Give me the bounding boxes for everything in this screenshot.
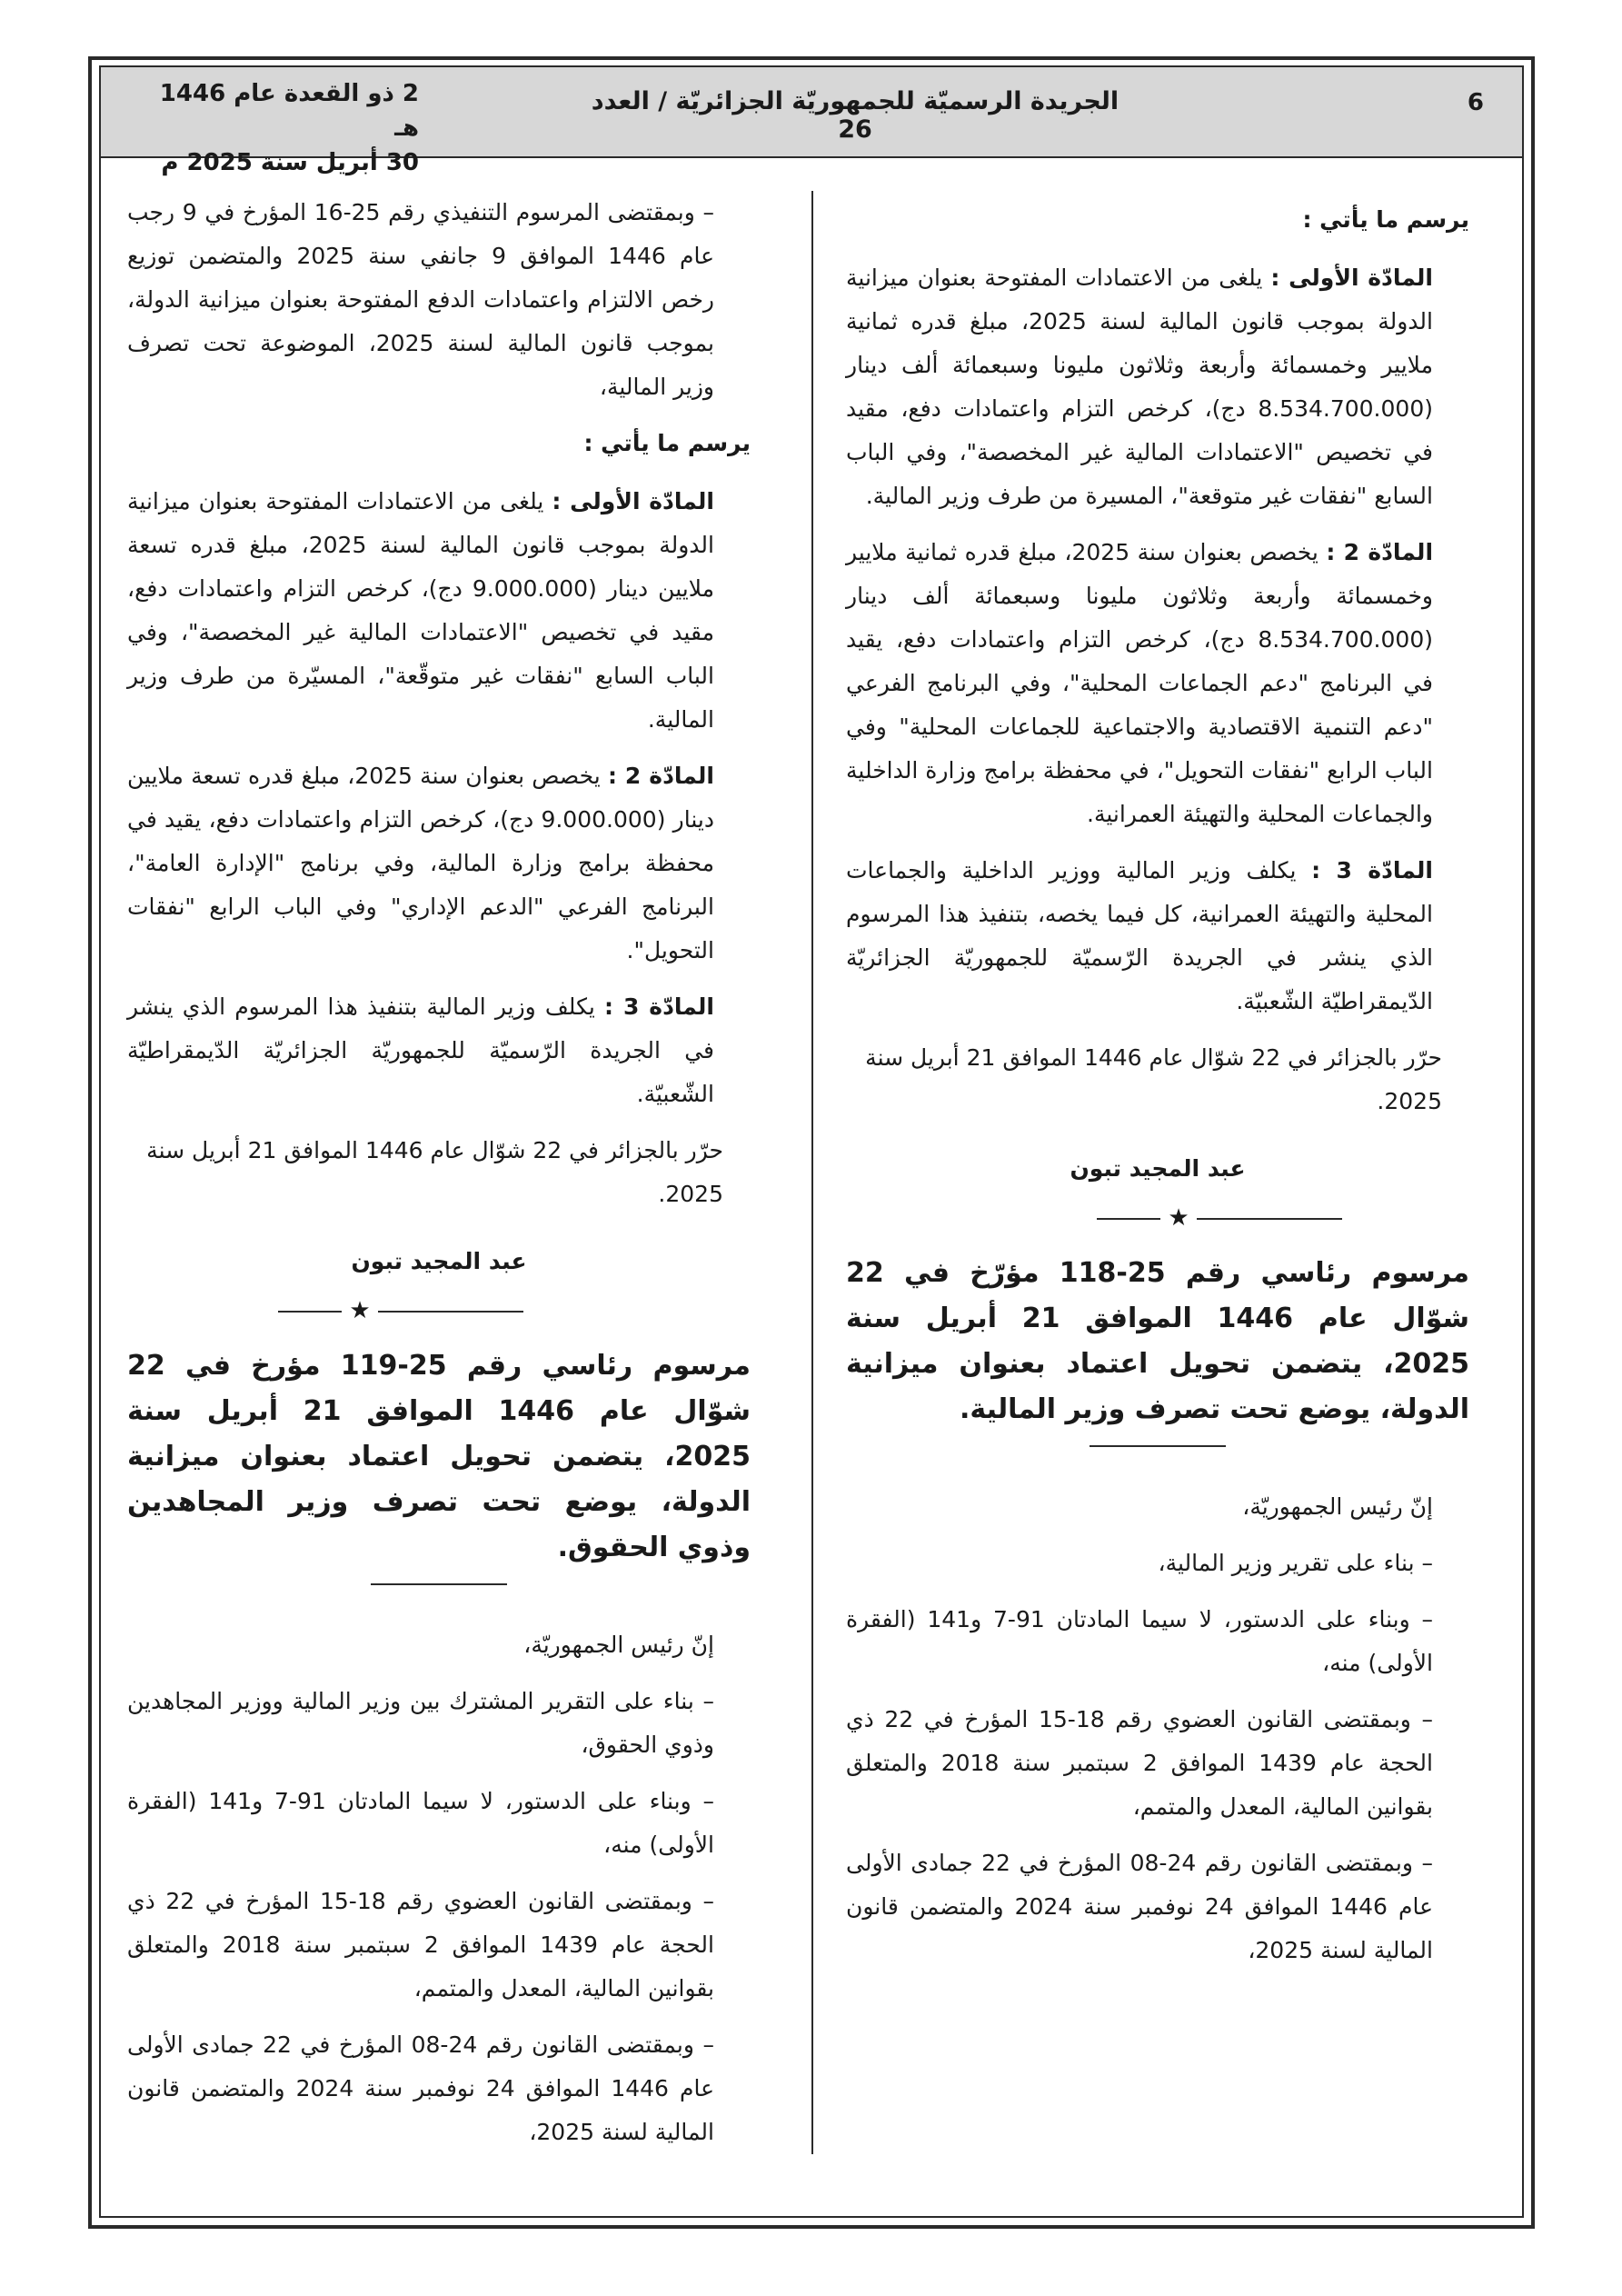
signed-line: حرّر بالجزائر في 22 شوّال عام 1446 الموافق 21 أبريل سنة 2025. bbox=[865, 1044, 1442, 1114]
preamble-item: – وبمقتضى القانون رقم 24-08 المؤرخ في 22 جمادى الأولى عام 1446 الموافق 24 نوفمبر سنة 2024 والمتضمن قانون المالية لسنة 2025، bbox=[127, 2031, 714, 2145]
article-label: المادّة الأولى : bbox=[1270, 265, 1433, 291]
article-text: يلغى من الاعتمادات المفتوحة بعنوان ميزانية الدولة بموجب قانون المالية لسنة 2025، مبلغ قدره تسعة ملايين دينار (9.000.000 دج)، كرخص التزام واعتمادات دفع، مقيد في تخصيص "الاعتمادات المالية غير المخصصة"، وفي الباب السابع "نفقات غير متوقّعة"، المسيّرة من طرف وزير المالية. bbox=[127, 488, 715, 733]
article-label: المادّة 3 : bbox=[1311, 857, 1433, 883]
title-rule bbox=[1090, 1445, 1226, 1447]
decree-title: مرسوم رئاسي رقم 25-118 مؤرّخ في 22 شوّال عام 1446 الموافق 21 أبريل سنة 2025، يتضمن تحويل اعتماد بعنوان ميزانية الدولة، يوضع تحت تصرف وزير المالية. bbox=[846, 1257, 1469, 1425]
signature: عبد المجيد تبون bbox=[1070, 1155, 1246, 1182]
right-column bbox=[846, 191, 1469, 1985]
signature: عبد المجيد تبون bbox=[351, 1248, 527, 1274]
star-icon: ★ bbox=[349, 1297, 371, 1324]
article-3 bbox=[127, 985, 751, 1116]
article-label: المادّة 2 : bbox=[607, 763, 715, 789]
preamble-item: – وبناء على الدستور، لا سيما المادتان 91-7 و141 (الفقرة الأولى) منه، bbox=[127, 1788, 714, 1858]
gregorian-date: 30 أبريل سنة 2025 م bbox=[161, 149, 419, 176]
preamble-item: – بناء على التقرير المشترك بين وزير المالية ووزير المجاهدين وذوي الحقوق، bbox=[127, 1688, 714, 1758]
page-number: 6 bbox=[1467, 89, 1484, 116]
decree-title: مرسوم رئاسي رقم 25-119 مؤرخ في 22 شوّال عام 1446 الموافق 21 أبريل سنة 2025، يتضمن تحويل اعتماد بعنوان ميزانية الدولة، يوضع تحت تصرف وزير المجاهدين وذوي الحقوق. bbox=[127, 1350, 751, 1563]
article-text: يلغى من الاعتمادات المفتوحة بعنوان ميزانية الدولة بموجب قانون المالية لسنة 2025، مبلغ قدره ثمانية ملايير وخمسمائة وأربعة وثلاثون مليونا وسبعمائة ألف دينار (8.534.700.000 دج)، كرخص التزام واعتمادات دفع، مقيد في تخصيص "الاعتمادات المالية غير المخصصة"، وفي الباب السابع "نفقات غير متوقعة"، المسيرة من طرف وزير المالية. bbox=[846, 265, 1433, 509]
article-1 bbox=[127, 480, 751, 742]
star-icon: ★ bbox=[1168, 1204, 1189, 1232]
article-text: يكلف وزير المالية ووزير الداخلية والجماعات المحلية والتهيئة العمرانية، كل فيما يخصه، بتنفيذ هذا المرسوم الذي ينشر في الجريدة الرّسميّة للجمهوريّة الجزائريّة الدّيمقراطيّة الشّعبيّة. bbox=[846, 857, 1433, 1014]
column-divider bbox=[811, 191, 813, 2154]
signed-line: حرّر بالجزائر في 22 شوّال عام 1446 الموافق 21 أبريل سنة 2025. bbox=[146, 1137, 723, 1207]
article-2 bbox=[846, 531, 1469, 836]
issue-date bbox=[128, 76, 419, 180]
gazette-title: الجريدة الرسميّة للجمهوريّة الجزائريّة / العدد 26 bbox=[591, 87, 1119, 144]
preamble-item: – بناء على تقرير وزير المالية، bbox=[1158, 1550, 1433, 1576]
article-2 bbox=[127, 754, 751, 973]
article-3 bbox=[846, 849, 1469, 1023]
preamble-president: إنّ رئيس الجمهوريّة، bbox=[1242, 1493, 1433, 1520]
article-text: يكلف وزير المالية بتنفيذ هذا المرسوم الذي ينشر في الجريدة الرّسميّة للجمهوريّة الجزائريّة الدّيمقراطيّة الشّعبيّة. bbox=[127, 993, 714, 1107]
article-1 bbox=[846, 256, 1469, 518]
gazette-header bbox=[101, 67, 1522, 176]
title-rule bbox=[371, 1583, 507, 1585]
separator-line bbox=[278, 1311, 342, 1313]
preamble-item: – وبمقتضى القانون العضوي رقم 18-15 المؤرخ في 22 ذي الحجة عام 1439 الموافق 2 سبتمبر سنة 2018 والمتعلق بقوانين المالية، المعدل والمتمم، bbox=[127, 1888, 714, 2002]
preamble-president: إنّ رئيس الجمهوريّة، bbox=[523, 1632, 714, 1658]
article-label: المادّة 2 : bbox=[1326, 539, 1434, 565]
article-label: المادّة 3 : bbox=[604, 993, 714, 1020]
preamble-item: – وبمقتضى القانون العضوي رقم 18-15 المؤرخ في 22 ذي الحجة عام 1439 الموافق 2 سبتمبر سنة 2018 والمتعلق بقوانين المالية، المعدل والمتمم، bbox=[846, 1706, 1433, 1820]
preamble-item: – وبمقتضى المرسوم التنفيذي رقم 25-16 المؤرخ في 9 رجب عام 1446 الموافق 9 جانفي سنة 2025 والمتضمن توزيع رخص الالتزام واعتمادات الدفع المفتوحة بعنوان ميزانية الدولة، بموجب قانون المالية لسنة 2025، الموضوعة تحت تصرف وزير المالية، bbox=[127, 199, 714, 400]
decree-heading: يرسم ما يأتي : bbox=[583, 430, 751, 456]
hijri-date: 2 ذو القعدة عام 1446 هـ bbox=[159, 80, 419, 142]
star-separator bbox=[846, 1200, 1469, 1236]
article-text: يخصص بعنوان سنة 2025، مبلغ قدره تسعة ملايين دينار (9.000.000 دج)، كرخص التزام واعتمادات دفع، يقيد في محفظة برامج وزارة المالية، وفي برنامج "الإدارة العامة"، البرنامج الفرعي "الدعم الإداري" وفي الباب الرابع "نفقات التحويل". bbox=[127, 763, 714, 963]
preamble-item: – وبناء على الدستور، لا سيما المادتان 91-7 و141 (الفقرة الأولى) منه، bbox=[846, 1606, 1433, 1676]
separator-line bbox=[1197, 1218, 1342, 1220]
decree-heading: يرسم ما يأتي : bbox=[1302, 206, 1469, 233]
left-column bbox=[127, 191, 751, 2167]
article-label: المادّة الأولى : bbox=[552, 488, 714, 514]
separator-line bbox=[1097, 1218, 1160, 1220]
separator-line bbox=[378, 1311, 523, 1313]
preamble-item: – وبمقتضى القانون رقم 24-08 المؤرخ في 22 جمادى الأولى عام 1446 الموافق 24 نوفمبر سنة 2024 والمتضمن قانون المالية لسنة 2025، bbox=[846, 1850, 1433, 1963]
star-separator bbox=[127, 1293, 751, 1329]
article-text: يخصص بعنوان سنة 2025، مبلغ قدره ثمانية ملايير وخمسمائة وأربعة وثلاثون مليونا وسبعمائة ألف دينار (8.534.700.000 دج)، كرخص التزام واعتمادات دفع، يقيد في البرنامج "دعم الجماعات المحلية"، وفي البرنامج الفرعي "دعم التنمية الاقتصادية والاجتماعية للجماعات المحلية" وفي الباب الرابع "نفقات التحويل"، في محفظة برامج وزارة الداخلية والجماعات المحلية والتهيئة العمرانية. bbox=[846, 539, 1433, 827]
